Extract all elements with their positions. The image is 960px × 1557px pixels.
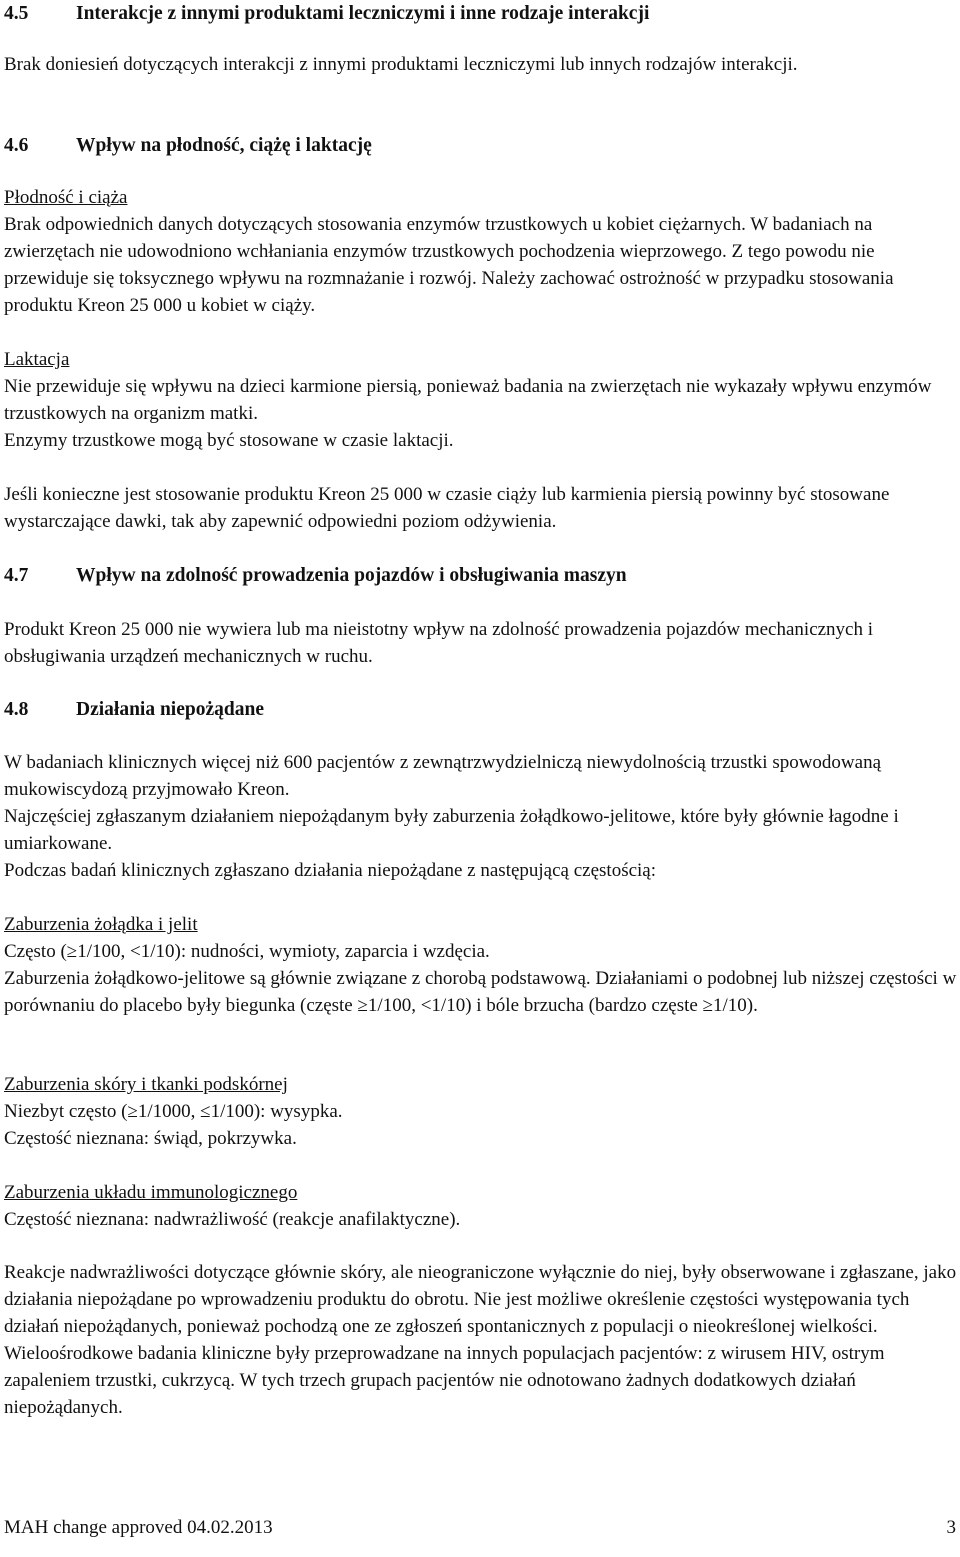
adverse-intro [4, 749, 960, 884]
section-title: Wpływ na zdolność prowadzenia pojazdów i obsługiwania maszyn [76, 565, 627, 586]
fertility-block [4, 184, 960, 319]
lactation-text: Nie przewiduje się wpływu na dzieci karmione piersią, ponieważ badania na zwierzętach nie wykazały wpływu enzymów trzustkowych na organizm matki. [4, 376, 932, 424]
pregnancy-closing-text: Jeśli konieczne jest stosowanie produktu Kreon 25 000 w czasie ciąży lub karmienia piersią powinny być stosowane wystarczające dawki, tak aby zapewnić odpowiedni poziom odżywienia. [4, 484, 890, 532]
skin-line-2: Częstość nieznana: świąd, pokrzywka. [4, 1128, 297, 1149]
immune-disorders-block [4, 1179, 960, 1233]
section-number: 4.5 [4, 3, 29, 24]
gi-line-2: Zaburzenia żołądkowo-jelitowe są głównie związane z chorobą podstawową. Działaniami o podobnej lub niższej częstości w porównaniu do placebo były biegunka (częste ≥1/100, <1/10) i bóle brzucha (bardzo częste ≥1/10). [4, 968, 957, 1016]
adverse-para-2: Wieloośrodkowe badania kliniczne były przeprowadzane na innych populacjach pacjentów: z wirusem HIV, ostrym zapaleniem trzustki, cukrzycą. W tych trzech grupach pacjentów nie odnotowano żadnych dodatkowych działań niepożądanych. [4, 1343, 885, 1418]
section-title: Działania niepożądane [76, 699, 264, 720]
immune-heading: Zaburzenia układu immunologicznego [4, 1182, 298, 1203]
page-number: 3 [946, 1517, 956, 1538]
adverse-para-1: Reakcje nadwrażliwości dotyczące głównie skóry, ale nieograniczone wyłącznie do niej, były obserwowane i zgłaszane, jako działania niepożądane po wprowadzeniu produktu do obrotu. Nie jest możliwe określenie częstości występowania tych działań niepożądanych, ponieważ pochodzą one ze zgłoszeń spontanicznych z populacji o nieokreślonej wielkości. [4, 1262, 957, 1337]
section-4-7-text: Produkt Kreon 25 000 nie wywiera lub ma nieistotny wpływ na zdolność prowadzenia pojazdów mechanicznych i obsługiwania urządzeń mechanicznych w ruchu. [4, 619, 874, 667]
section-4-5-heading [4, 0, 960, 27]
lactation-heading: Laktacja [4, 349, 70, 370]
footer-approval-text: MAH change approved 04.02.2013 [4, 1517, 273, 1538]
page-footer [4, 1514, 956, 1541]
adverse-intro-3: Podczas badań klinicznych zgłaszano działania niepożądane z następującą częstością: [4, 860, 657, 881]
section-title: Interakcje z innymi produktami leczniczymi i inne rodzaje interakcji [76, 3, 650, 24]
lactation-text-2: Enzymy trzustkowe mogą być stosowane w czasie laktacji. [4, 430, 454, 451]
gi-line-1: Często (≥1/100, <1/10): nudności, wymioty, zaparcia i wzdęcia. [4, 941, 490, 962]
gi-disorders-block [4, 911, 960, 1019]
section-4-8-heading [4, 696, 960, 723]
adverse-intro-1: W badaniach klinicznych więcej niż 600 pacjentów z zewnątrzwydzielniczą niewydolnością trzustki spowodowaną mukowiscydozą przyjmowało Kreon. [4, 752, 882, 800]
fertility-text: Brak odpowiednich danych dotyczących stosowania enzymów trzustkowych u kobiet ciężarnych. W badaniach na zwierzętach nie udowodniono wchłaniania enzymów trzustkowych pochodzenia wieprzowego. Z tego powodu nie przewiduje się toksycznego wpływu na rozmnażanie i rozwój. Należy zachować ostrożność w przypadku stosowania produktu Kreon 25 000 u kobiet w ciąży. [4, 214, 894, 316]
section-4-6-heading [4, 132, 960, 159]
skin-disorders-block [4, 1071, 960, 1152]
adverse-intro-2: Najczęściej zgłaszanym działaniem niepożądanym były zaburzenia żołądkowo-jelitowe, które były głównie łagodne i umiarkowane. [4, 806, 899, 854]
adverse-closing [4, 1259, 960, 1421]
section-number: 4.6 [4, 135, 29, 156]
section-number: 4.8 [4, 699, 29, 720]
skin-heading: Zaburzenia skóry i tkanki podskórnej [4, 1074, 288, 1095]
section-4-5-text: Brak doniesień dotyczących interakcji z innymi produktami leczniczymi lub innych rodzajów interakcji. [4, 54, 798, 75]
immune-line-1: Częstość nieznana: nadwrażliwość (reakcje anafilaktyczne). [4, 1209, 461, 1230]
fertility-heading: Płodność i ciąża [4, 187, 128, 208]
section-4-7-heading [4, 562, 960, 589]
lactation-block [4, 346, 960, 454]
skin-line-1: Niezbyt często (≥1/1000, ≤1/100): wysypka. [4, 1101, 343, 1122]
gi-heading: Zaburzenia żołądka i jelit [4, 914, 198, 935]
section-title: Wpływ na płodność, ciążę i laktację [76, 135, 372, 156]
section-number: 4.7 [4, 565, 29, 586]
